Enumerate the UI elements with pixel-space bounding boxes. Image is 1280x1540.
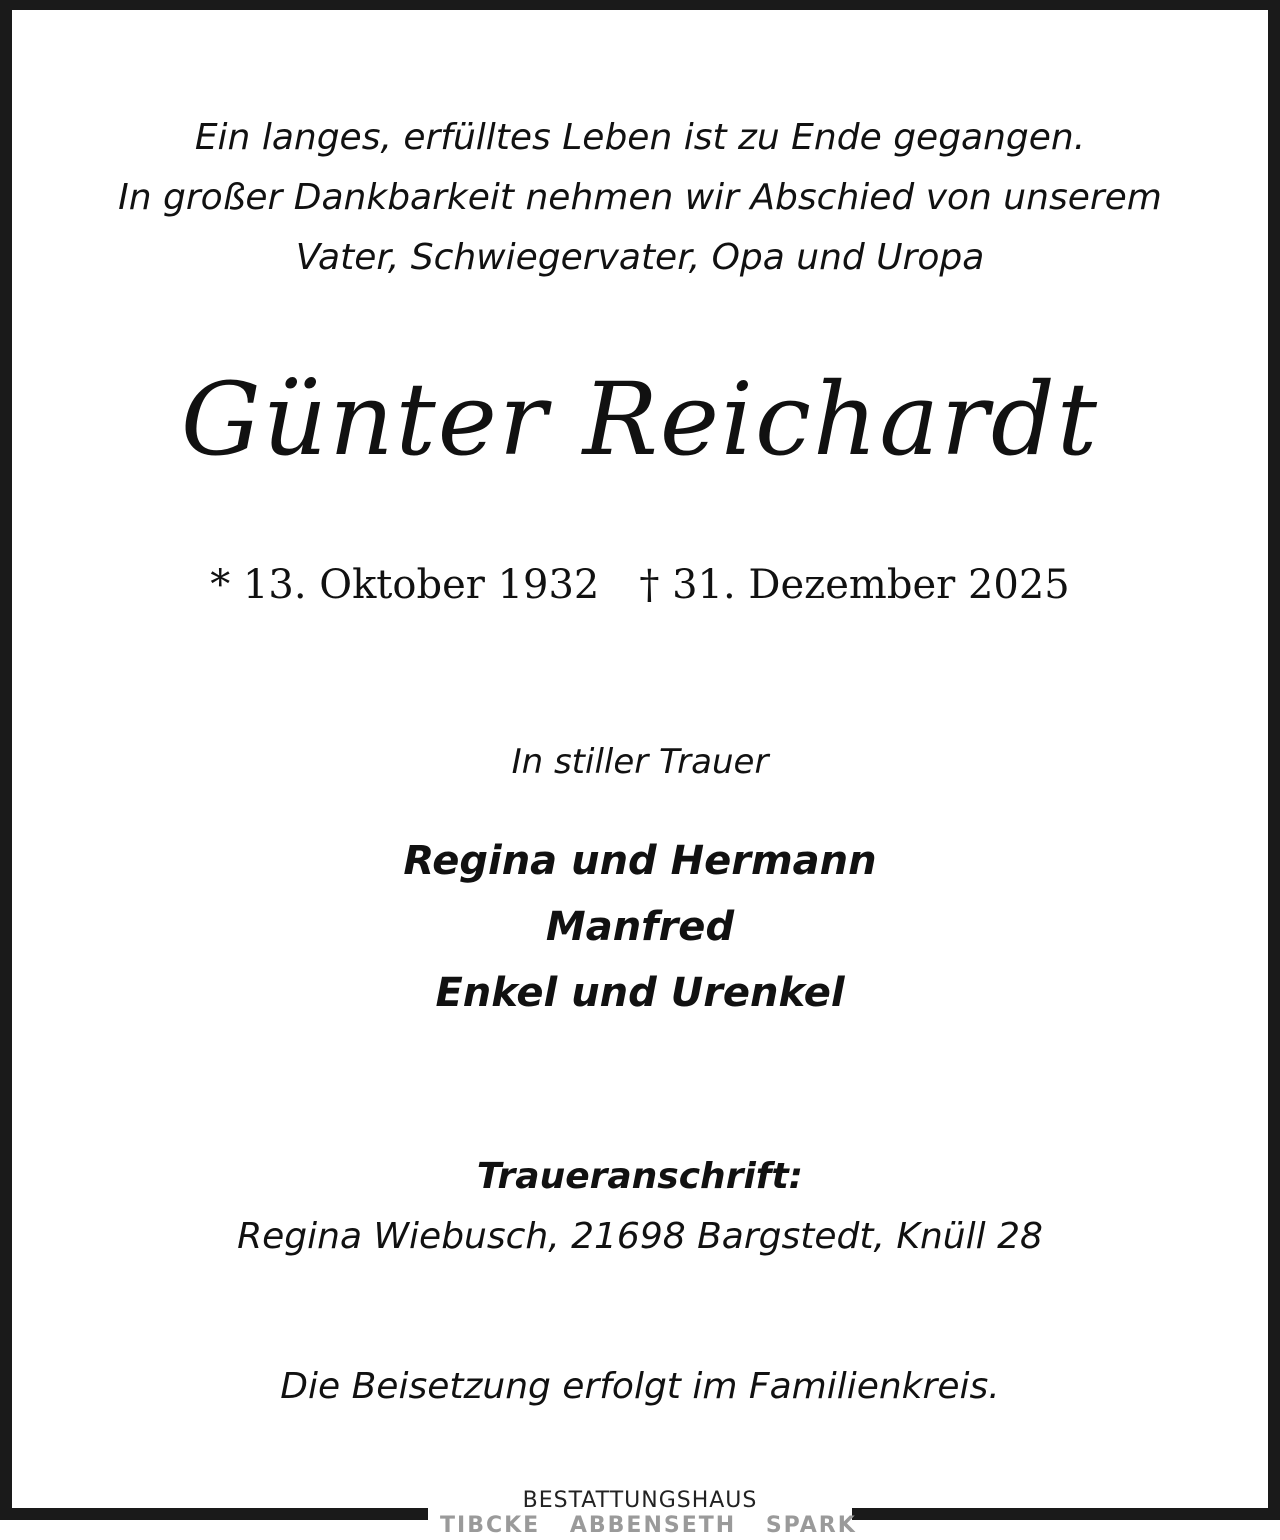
- intro-text: [0, 108, 1280, 288]
- intro-line-3: Vater, Schwiegervater, Opa und Uropa: [295, 237, 985, 278]
- mourner-line: Regina und Hermann: [403, 838, 877, 884]
- death-date: † 31. Dezember 2025: [639, 562, 1070, 608]
- logo-title: BESTATTUNGSHAUS: [522, 1488, 758, 1513]
- address-line: Regina Wiebusch, 21698 Bargstedt, Knüll 28: [237, 1216, 1043, 1257]
- mourner-line: Enkel und Urenkel: [435, 970, 845, 1016]
- mourner-line: Manfred: [545, 904, 735, 950]
- burial-note: Die Beisetzung erfolgt im Familienkreis.: [280, 1366, 1000, 1407]
- mourners-list: [0, 828, 1280, 1026]
- intro-line-1: Ein langes, erfülltes Leben ist zu Ende gegangen.: [194, 117, 1086, 158]
- deceased-name: Günter Reichardt: [180, 361, 1100, 478]
- border-bottom-left: [0, 1508, 428, 1520]
- border-bottom-right: [852, 1508, 1280, 1520]
- border-top: [0, 0, 1280, 10]
- mourning-phrase: In stiller Trauer: [511, 742, 769, 782]
- logo-names: [430, 1513, 857, 1538]
- intro-line-2: In großer Dankbarkeit nehmen wir Abschied von unserem: [118, 177, 1162, 218]
- birth-date: * 13. Oktober 1932: [210, 562, 600, 608]
- logo-name: ABBENSETH: [569, 1513, 737, 1538]
- logo-name: SPARK: [765, 1513, 857, 1538]
- logo-name: TIBCKE: [440, 1513, 541, 1538]
- address-label: Traueranschrift:: [476, 1156, 804, 1197]
- life-dates: [0, 555, 1280, 615]
- funeral-home-logo: [430, 1468, 857, 1540]
